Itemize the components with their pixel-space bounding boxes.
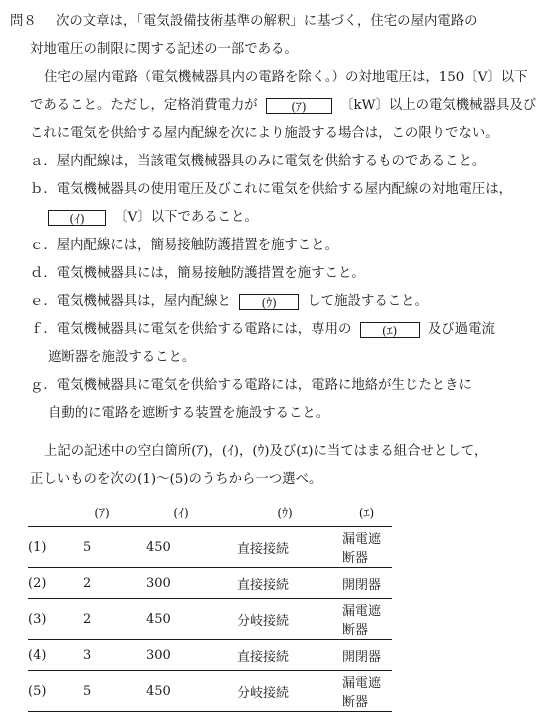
condition-f-line-2: 遮断器を施設すること。 bbox=[48, 350, 196, 365]
cell-u: 直接接続 bbox=[217, 568, 334, 599]
condition-e-text-1: ｅ．電気機械器具は，屋内配線と bbox=[30, 294, 231, 309]
table-row[interactable] bbox=[28, 527, 392, 568]
condition-c: ｃ．屋内配線には，簡易接触防護措置を施すこと。 bbox=[30, 238, 338, 253]
question-intro-line-2: 対地電圧の制限に関する記述の一部である。 bbox=[30, 42, 298, 57]
cell-e: 漏電遮断器 bbox=[334, 527, 392, 568]
condition-b-line-2 bbox=[48, 208, 258, 228]
closing-line-1: 上記の記述中の空白箇所(ｱ)，(ｲ)，(ｳ)及び(ｴ)に当てはまる組合せとして， bbox=[44, 444, 488, 459]
cell-a: 5 bbox=[69, 671, 122, 712]
question-intro-line-1: 次の文章は，「電気設備技術基準の解釈」に基づく，住宅の屋内電路の bbox=[56, 14, 478, 29]
table-row[interactable] bbox=[28, 568, 392, 599]
answer-table-header bbox=[28, 498, 392, 527]
choice-number: (4) bbox=[28, 640, 69, 671]
header-u: (ｳ) bbox=[217, 498, 334, 527]
blank-box-e: (ｴ) bbox=[360, 322, 420, 338]
condition-f-text-2: 及び過電流 bbox=[427, 322, 495, 337]
condition-a: ａ．屋内配線は，当該電気機械器具のみに電気を供給するものであること。 bbox=[30, 154, 486, 169]
paragraph-line-1: 住宅の屋内電路（電気機械器具内の電路を除く。）の対地電圧は，150〔V〕以下 bbox=[44, 70, 528, 85]
paragraph-line-3: これに電気を供給する屋内配線を次により施設する場合は，この限りでない。 bbox=[30, 126, 499, 141]
cell-i: 450 bbox=[122, 527, 217, 568]
choice-number: (1) bbox=[28, 527, 69, 568]
choice-number: (2) bbox=[28, 568, 69, 599]
cell-a: 2 bbox=[69, 568, 122, 599]
header-e: (ｴ) bbox=[334, 498, 392, 527]
paragraph-line-2-text-b: 〔kW〕以上の電気機械器具及び bbox=[340, 98, 537, 113]
header-choice bbox=[28, 498, 69, 527]
paragraph-line-2-text-a: であること。ただし，定格消費電力が bbox=[30, 98, 258, 113]
cell-e: 漏電遮断器 bbox=[334, 671, 392, 712]
cell-a: 3 bbox=[69, 640, 122, 671]
condition-f-line-1 bbox=[30, 320, 495, 340]
blank-box-a: (ｱ) bbox=[266, 98, 332, 114]
table-row[interactable] bbox=[28, 599, 392, 640]
blank-box-i: (ｲ) bbox=[48, 210, 106, 226]
cell-i: 300 bbox=[122, 640, 217, 671]
cell-u: 分岐接続 bbox=[217, 671, 334, 712]
cell-i: 300 bbox=[122, 568, 217, 599]
condition-g-line-2: 自動的に電路を遮断する装置を施設すること。 bbox=[48, 406, 330, 421]
question-number: 問８ bbox=[10, 14, 37, 29]
condition-b-line-1: ｂ．電気機械器具の使用電圧及びこれに電気を供給する屋内配線の対地電圧は， bbox=[30, 182, 513, 197]
condition-g-line-1: ｇ．電気機械器具に電気を供給する電路には，電路に地絡が生じたときに bbox=[30, 378, 472, 393]
header-i: (ｲ) bbox=[122, 498, 217, 527]
closing-line-2: 正しいものを次の(1)〜(5)のうちから一つ選べ。 bbox=[30, 472, 323, 487]
cell-u: 直接接続 bbox=[217, 640, 334, 671]
cell-a: 2 bbox=[69, 599, 122, 640]
condition-e-text-2: して施設すること。 bbox=[307, 294, 428, 309]
condition-d: ｄ．電気機械器具には，簡易接触防護措置を施すこと。 bbox=[30, 266, 365, 281]
choice-number: (3) bbox=[28, 599, 69, 640]
blank-box-u: (ｳ) bbox=[239, 294, 299, 310]
condition-e bbox=[30, 292, 428, 312]
table-row[interactable] bbox=[28, 640, 392, 671]
cell-u: 分岐接続 bbox=[217, 599, 334, 640]
condition-f-text-1: ｆ．電気機械器具に電気を供給する電路には，専用の bbox=[30, 322, 352, 337]
cell-i: 450 bbox=[122, 599, 217, 640]
cell-u: 直接接続 bbox=[217, 527, 334, 568]
cell-e: 開閉器 bbox=[334, 640, 392, 671]
table-row[interactable] bbox=[28, 671, 392, 712]
answer-table bbox=[28, 498, 392, 712]
cell-e: 漏電遮断器 bbox=[334, 599, 392, 640]
cell-a: 5 bbox=[69, 527, 122, 568]
cell-i: 450 bbox=[122, 671, 217, 712]
header-a: (ｱ) bbox=[69, 498, 122, 527]
condition-b-line-2-text: 〔V〕以下であること。 bbox=[114, 210, 258, 225]
paragraph-line-2 bbox=[30, 96, 536, 116]
choice-number: (5) bbox=[28, 671, 69, 712]
cell-e: 開閉器 bbox=[334, 568, 392, 599]
